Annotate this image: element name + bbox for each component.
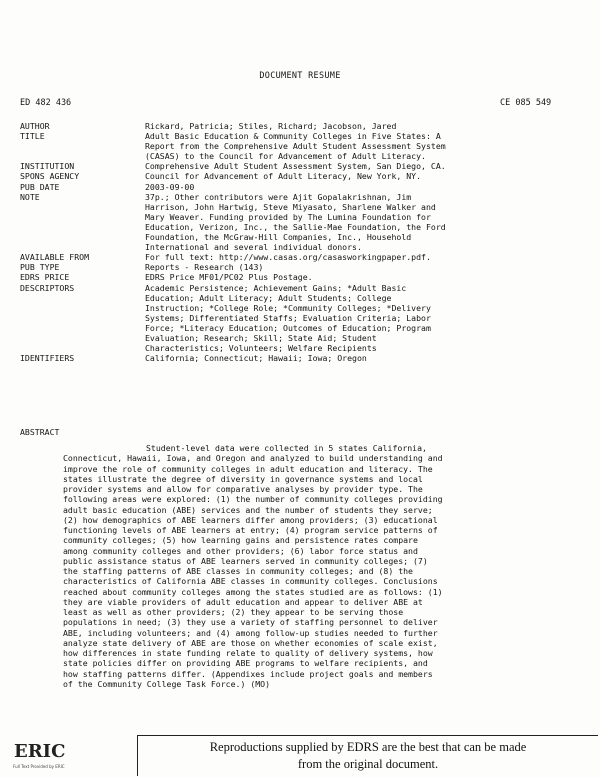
field-value-line: Academic Persistence; Achievement Gains; *Adult Basic xyxy=(145,282,407,293)
field-row xyxy=(20,283,590,354)
field-label: NOTE xyxy=(20,191,40,202)
field-value xyxy=(145,161,590,171)
abstract-line: the staffing patterns of ABE classes in community colleges; and (8) the xyxy=(63,566,413,576)
abstract-line: (2) how demographics of ABE learners differ among providers; (3) educational xyxy=(63,514,438,525)
abstract-text xyxy=(63,443,593,689)
ce-number: CE 085 549 xyxy=(500,98,552,108)
abstract-line: least as well as other providers; (2) they appear to be serving those xyxy=(63,607,404,617)
field-value xyxy=(145,192,590,253)
abstract-line: community colleges; (5) how learning gains and persistence rates compare xyxy=(63,535,418,546)
abstract-line: following areas were explored: (1) the number of community colleges providing xyxy=(63,494,443,505)
field-row xyxy=(20,171,590,181)
field-label: SPONS AGENCY xyxy=(20,171,80,182)
abstract-line: improve the role of community colleges in adult education and literacy. The xyxy=(63,463,433,474)
field-value-line: International and several individual donors. xyxy=(145,242,362,253)
field-row xyxy=(20,262,590,272)
field-value-line: Mary Weaver. Funding provided by The Lumina Foundation for xyxy=(145,211,431,222)
abstract-line: how differences in state funding relate to quality of delivery systems, how xyxy=(63,648,433,658)
field-label: TITLE xyxy=(20,131,45,142)
field-label: AVAILABLE FROM xyxy=(20,252,90,263)
field-value-line: Rickard, Patricia; Stiles, Richard; Jacobson, Jared xyxy=(145,121,397,131)
ed-number: ED 482 436 xyxy=(20,98,72,108)
field-row xyxy=(20,192,590,253)
metadata-fields xyxy=(20,121,590,363)
abstract-line: Connecticut, Hawaii, Iowa, and Oregon and analyzed to build understanding and xyxy=(63,453,443,464)
field-label: EDRS PRICE xyxy=(20,272,70,283)
field-label: PUB TYPE xyxy=(20,262,60,273)
footer-line-1: Reproductions supplied by EDRS are the best that can be made xyxy=(209,740,527,754)
field-value xyxy=(145,171,590,181)
field-value-line: Report from the Comprehensive Adult Student Assessment System xyxy=(145,141,446,152)
abstract-line: adult basic education (ABE) services and the number of students they serve; xyxy=(63,504,433,515)
abstract-line: they are viable providers of adult education and appear to deliver ABE at xyxy=(63,596,423,607)
abstract-line: reached about community colleges among the states studied are as follows: (1) xyxy=(63,586,443,597)
field-row xyxy=(20,131,590,161)
abstract-line: populations in need; (3) they use a variety of staffing personnel to deliver xyxy=(63,617,438,628)
field-value-line: Education, Verizon, Inc., the Sallie-Mae Foundation, the Ford xyxy=(145,221,446,232)
field-value-line: Systems; Differentiated Staffs; Evaluation Criteria; Labor xyxy=(145,312,431,323)
field-value-line: (CASAS) to the Council for Advancement of Adult Literacy. xyxy=(145,151,426,162)
abstract-line: among community colleges and other providers; (6) labor force status and xyxy=(63,545,418,556)
field-value-line: Characteristics; Volunteers; Welfare Recipients xyxy=(145,343,377,354)
field-label: IDENTIFIERS xyxy=(20,353,75,364)
abstract-line: state policies differ on providing ABE programs to welfare recipients, and xyxy=(63,658,428,669)
field-label: PUB DATE xyxy=(20,181,60,192)
abstract-line: provider systems and allow for comparative analyses by provider type. The xyxy=(63,484,423,494)
abstract-line: Student-level data were collected in 5 states California, xyxy=(146,443,427,453)
field-value xyxy=(145,252,590,262)
abstract-line: characteristics of California ABE classes in community colleges. Conclusions xyxy=(63,576,438,587)
document-title: DOCUMENT RESUME xyxy=(259,71,341,81)
field-value-line: Education; Adult Literacy; Adult Students; College xyxy=(145,292,392,303)
eric-logo xyxy=(10,735,66,773)
field-value-line: Instruction; *College Role; *Community Colleges; *Delivery xyxy=(145,302,431,313)
field-value xyxy=(145,262,590,272)
field-value-line: Harrison, John Hartwig, Steve Miyasato, Sharlene Walker and xyxy=(145,201,436,212)
field-value xyxy=(145,182,590,192)
field-value xyxy=(145,283,590,354)
abstract-line: of the Community College Task Force.) (MO) xyxy=(63,678,271,689)
abstract-line: states illustrate the degree of diversity in governance systems and local xyxy=(63,473,423,484)
field-value-line: Adult Basic Education & Community Colleges in Five States: A xyxy=(145,131,441,142)
footer-notice xyxy=(137,735,598,776)
field-value-line: Council for Advancement of Adult Literacy, New York, NY. xyxy=(145,171,422,182)
abstract-line: analyze state delivery of ABE are those on whether economies of scale exist, xyxy=(63,637,438,648)
footer-line-2: from the original document. xyxy=(297,757,439,771)
abstract-line: how staffing patterns differ. (Appendixes include project goals and members xyxy=(63,668,433,679)
field-value xyxy=(145,131,590,161)
field-label: INSTITUTION xyxy=(20,161,75,172)
field-row xyxy=(20,252,590,262)
field-value-line: Force; *Literacy Education; Outcomes of Education; Program xyxy=(145,322,431,333)
eric-logo-subtext: Full Text Provided by ERIC xyxy=(13,764,65,769)
field-value-line: California; Connecticut; Hawaii; Iowa; Oregon xyxy=(145,353,367,364)
abstract-label: ABSTRACT xyxy=(20,427,60,437)
field-value-line: 2003-09-00 xyxy=(145,181,195,192)
field-value-line: Reports - Research (143) xyxy=(145,262,264,273)
abstract-line: public assistance status of ABE learners served in community colleges; (7) xyxy=(63,555,428,566)
field-value-line: Comprehensive Adult Student Assessment System, San Diego, CA. xyxy=(145,161,446,172)
field-value xyxy=(145,272,590,282)
field-value-line: 37p.; Other contributors were Ajit Gopalakrishnan, Jim xyxy=(145,191,412,202)
field-value xyxy=(145,121,590,131)
abstract-line: ABE, including volunteers; and (4) among follow-up studies needed to further xyxy=(63,627,438,638)
field-label: AUTHOR xyxy=(20,121,50,131)
field-value-line: For full text: http://www.casas.org/casasworkingpaper.pdf. xyxy=(145,252,431,263)
field-row xyxy=(20,182,590,192)
eric-logo-text: ERIC xyxy=(14,741,66,762)
field-row xyxy=(20,353,590,363)
field-value-line: EDRS Price MF01/PC02 Plus Postage. xyxy=(145,272,313,283)
field-value-line: Foundation, the McGraw-Hill Companies, Inc., Household xyxy=(145,232,412,243)
field-value-line: Evaluation; Research; Skill; State Aid; Student xyxy=(145,332,377,343)
field-row xyxy=(20,272,590,282)
abstract-line: functioning levels of ABE learners at entry; (4) program service patterns of xyxy=(63,525,438,535)
field-row xyxy=(20,161,590,171)
field-label: DESCRIPTORS xyxy=(20,282,75,293)
field-value xyxy=(145,353,590,363)
field-row xyxy=(20,121,590,131)
